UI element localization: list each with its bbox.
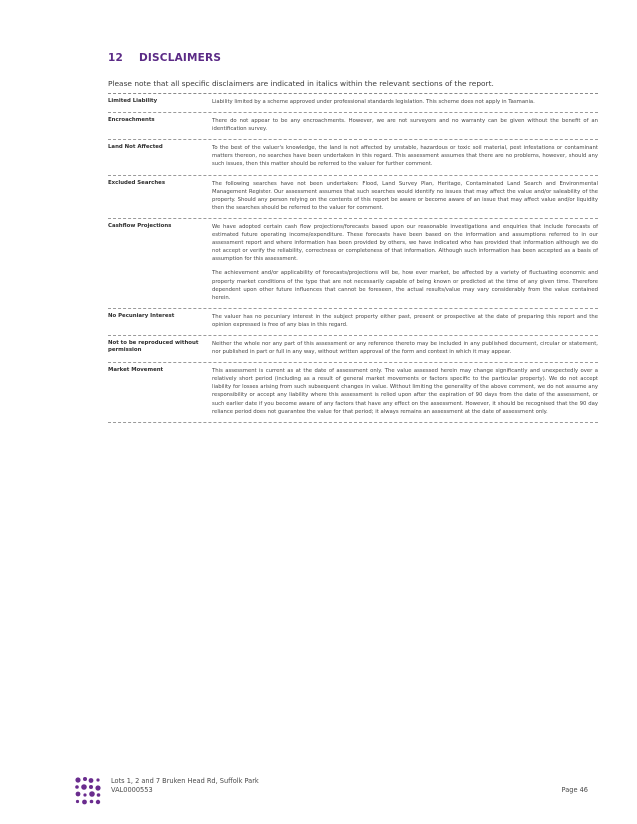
- disclaimer-body: [212, 144, 598, 168]
- disclaimer-label: Limited Liability: [108, 98, 158, 104]
- disclaimer-label: Encroachments: [108, 117, 155, 124]
- disclaimer-body: [212, 313, 598, 329]
- disclaimer-paragraph: We have adopted certain cash flow projections/forecasts based upon our reasonable investigations and enquiries that include forecasts of estimated future operating income/expenditure. These forecasts have been based on the information and assumptions referred to in our assessment report and where information has been provided by others, we have indicated who has provided that information although we do not accept or verify the reliability, correctness or completeness of that information. Although such information has been accepted as a basis of assumption for this assessment.: [212, 223, 598, 263]
- disclaimer-row: [108, 363, 598, 423]
- disclaimer-paragraph: There do not appear to be any encroachments. However, we are not surveyors and no warranty can be given without the benefit of an identification survey.: [212, 118, 598, 133]
- footer-address-block: [111, 777, 259, 795]
- disclaimer-table: [108, 94, 598, 423]
- disclaimer-row: [108, 140, 598, 175]
- disclaimer-row: [108, 309, 598, 336]
- disclaimer-body: [212, 180, 598, 212]
- disclaimer-paragraph: To the best of the valuer's knowledge, the land is not affected by unstable, hazardous or toxic soil material, pest infestations or contaminant matters thereon, no searches have been undertaken in this regard. This assessment assumes that there are no problems, however, should any such issues, then this matter should be referred to the valuer for further comment.: [212, 145, 598, 168]
- disclaimer-body: [212, 117, 598, 133]
- disclaimer-row: [108, 219, 598, 309]
- page-content: [108, 52, 598, 423]
- disclaimer-label: Excluded Searches: [108, 179, 166, 186]
- disclaimer-paragraph: This assessment is current as at the date of assessment only. The value assessed herein may change significantly and unexpectedly over a relatively short period (including as a result of general market movements or factors specific to the particular property). We do not accept liability for losses arising from such subsequent changes in value. Without limiting the generality of the above comment, we do not assume any responsibility or accept any liability where this assessment is relied upon after the expiration of 90 days from the date of the assessment, or such earlier date if you become aware of any factors that have any effect on the assessment. However, it should be recognised that the 90 day reliance period does not guarantee the value for that period; it always remains an assessment at the date of assessment only.: [212, 368, 598, 415]
- intro-text: Please note that all specific disclaimers are indicated in italics within the relevant sections of the report.: [108, 79, 598, 94]
- section-title: DISCLAIMERS: [139, 52, 222, 64]
- disclaimer-label: Market Movement: [108, 367, 164, 374]
- disclaimer-body: [212, 340, 598, 356]
- disclaimer-label: Not to be reproduced without permission: [108, 339, 199, 353]
- section-number: 12: [108, 52, 124, 64]
- page-number: Page 46: [561, 786, 588, 794]
- disclaimer-body: [212, 223, 598, 302]
- disclaimer-row: [108, 113, 598, 140]
- section-heading: [108, 52, 598, 64]
- disclaimer-row: [108, 94, 598, 113]
- disclaimer-paragraph: Neither the whole nor any part of this assessment or any reference thereto may be included in any published document, circular or statement, nor published in part or full in any way, without written approval of the form and context in which it may appear.: [212, 340, 598, 356]
- footer-address: Lots 1, 2 and 7 Bruken Head Rd, Suffolk Park: [111, 777, 259, 785]
- disclaimer-label: Land Not Affected: [108, 144, 163, 151]
- disclaimer-paragraph: The following searches have not been undertaken: Flood, Land Survey Plan, Heritage, Contaminated Land Search and Environmental Management Register. Our assessment assumes that such searches would identify no issues that may affect the value and/or saleability of the property. Should any person relying on the contents of this report be aware or become aware of an issue that may affect value and/or liquidity then the searches should be referred to the valuer for comment.: [212, 180, 598, 211]
- disclaimer-body: [212, 98, 598, 106]
- disclaimer-label: No Pecuniary Interest: [108, 312, 175, 319]
- page-footer: [73, 776, 588, 806]
- disclaimer-paragraph: Liability limited by a scheme approved under professional standards legislation. This scheme does not apply in Tasmania.: [212, 99, 535, 105]
- disclaimer-row: [108, 336, 598, 363]
- disclaimer-label: Cashflow Projections: [108, 222, 172, 229]
- disclaimer-paragraph: The achievement and/or applicability of forecasts/projections will be, how ever market, be affected by a variety of fluctuating economic and property market conditions of the type that are not necessarily capable of being known or predicted at the time of any given time. Therefore dependent upon other future influences that cannot be foreseen, the actual results/value may vary considerably from the value contained herein.: [212, 270, 598, 301]
- disclaimer-row: [108, 176, 598, 219]
- disclaimer-paragraph: The valuer has no pecuniary interest in the subject property either past, present or prospective at the date of preparing this report and the opinion expressed is free of any bias in this regard.: [212, 313, 598, 328]
- company-logo: [73, 776, 103, 806]
- disclaimer-body: [212, 367, 598, 416]
- footer-reference: VAL0000553: [111, 786, 153, 794]
